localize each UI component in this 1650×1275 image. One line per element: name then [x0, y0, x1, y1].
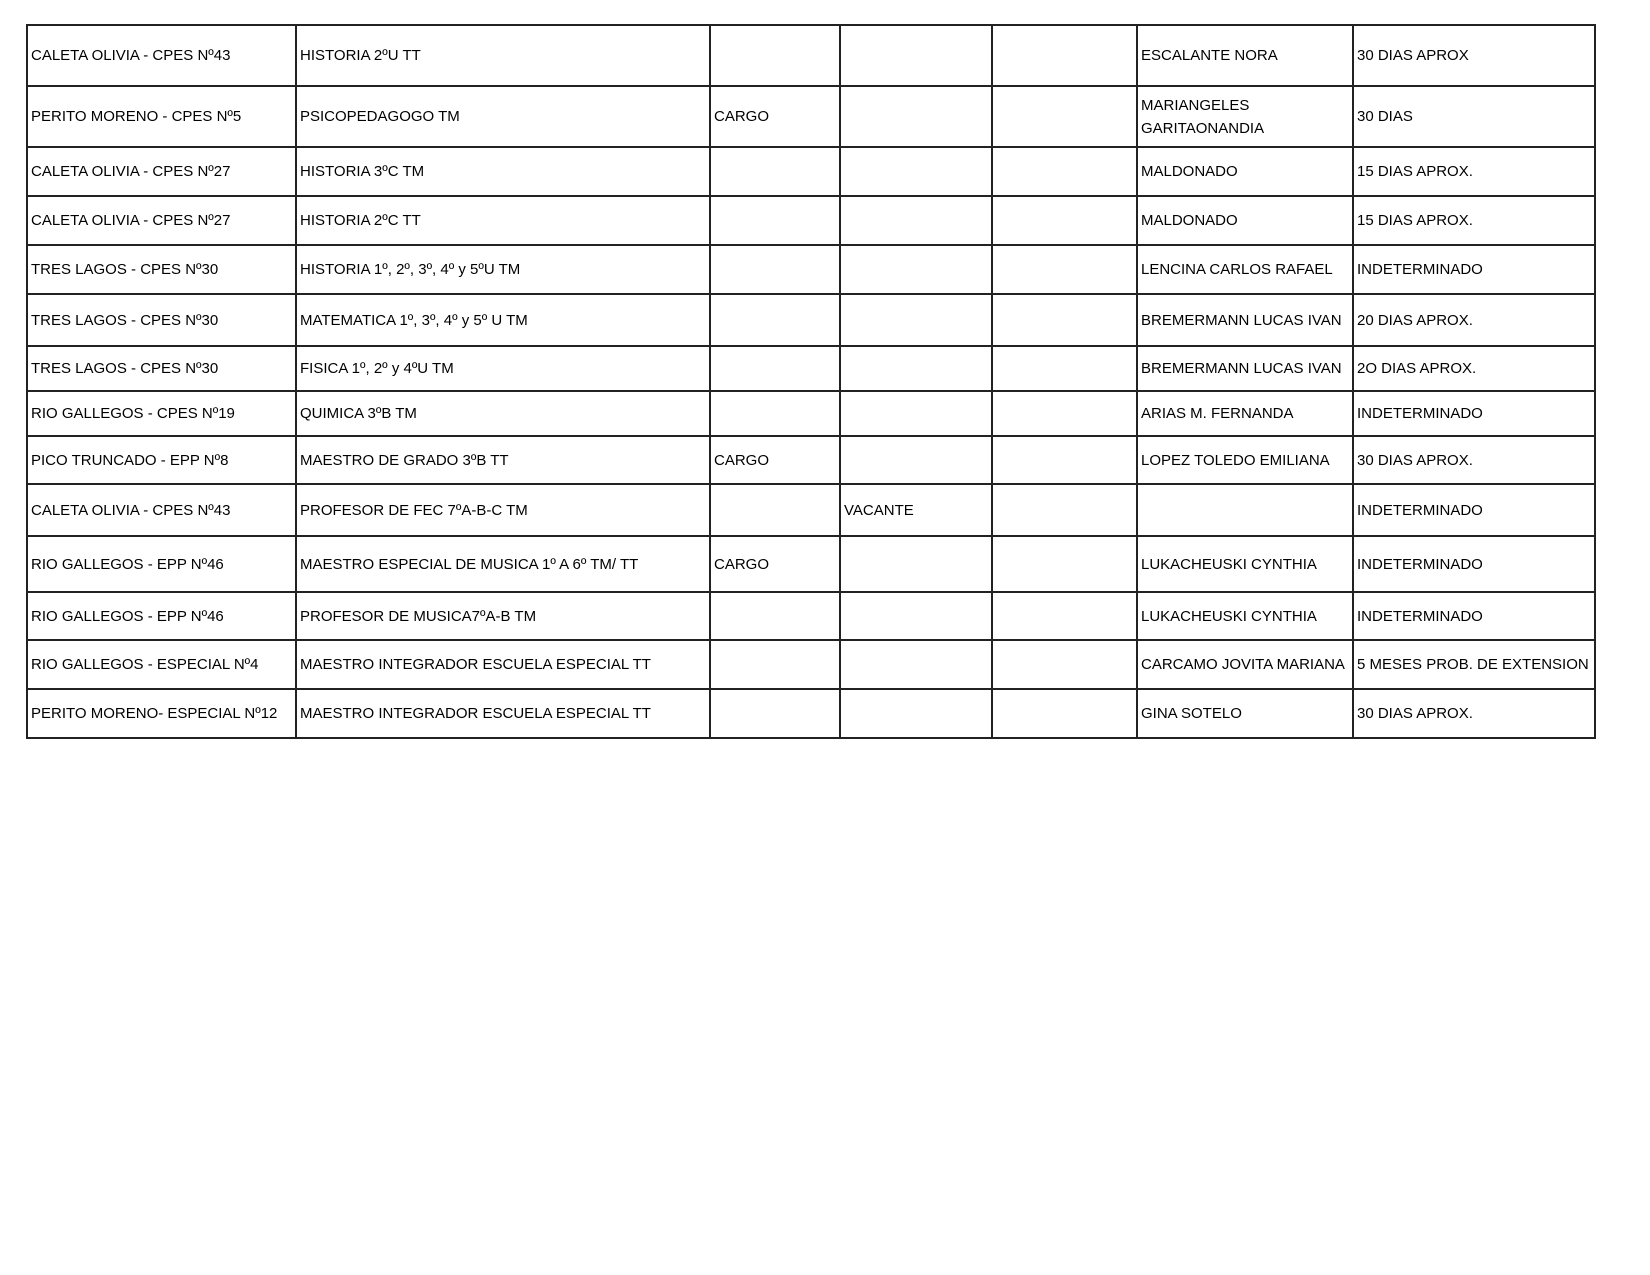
location-cell: CALETA OLIVIA - CPES Nº43 — [27, 25, 296, 86]
subject-cell: MAESTRO INTEGRADOR ESCUELA ESPECIAL TT — [296, 640, 710, 689]
extra-cell — [992, 245, 1137, 294]
location-cell: CALETA OLIVIA - CPES Nº27 — [27, 196, 296, 245]
duration-cell: INDETERMINADO — [1353, 592, 1595, 640]
table-row — [27, 86, 1595, 147]
location-cell: RIO GALLEGOS - CPES Nº19 — [27, 391, 296, 436]
holder-cell: BREMERMANN LUCAS IVAN — [1137, 294, 1353, 346]
extra-cell — [992, 25, 1137, 86]
holder-cell: LOPEZ TOLEDO EMILIANA — [1137, 436, 1353, 484]
subject-cell: PSICOPEDAGOGO TM — [296, 86, 710, 147]
holder-cell: LUKACHEUSKI CYNTHIA — [1137, 536, 1353, 592]
duration-cell: INDETERMINADO — [1353, 245, 1595, 294]
location-cell: CALETA OLIVIA - CPES Nº27 — [27, 147, 296, 196]
duration-cell: 2O DIAS APROX. — [1353, 346, 1595, 391]
subject-cell: PROFESOR DE MUSICA7ºA-B TM — [296, 592, 710, 640]
extra-cell — [992, 147, 1137, 196]
subject-cell: MAESTRO INTEGRADOR ESCUELA ESPECIAL TT — [296, 689, 710, 738]
table-row — [27, 196, 1595, 245]
duration-cell: 30 DIAS APROX. — [1353, 436, 1595, 484]
table-body — [27, 25, 1595, 738]
holder-cell: GINA SOTELO — [1137, 689, 1353, 738]
type-cell — [710, 689, 840, 738]
status-cell — [840, 245, 992, 294]
location-cell: RIO GALLEGOS - ESPECIAL Nº4 — [27, 640, 296, 689]
type-cell: CARGO — [710, 86, 840, 147]
table-row — [27, 391, 1595, 436]
subject-cell: HISTORIA 3ºC TM — [296, 147, 710, 196]
vacancies-table — [26, 24, 1596, 739]
table-row — [27, 25, 1595, 86]
location-cell: PERITO MORENO- ESPECIAL Nº12 — [27, 689, 296, 738]
status-cell — [840, 147, 992, 196]
status-cell — [840, 196, 992, 245]
table-row — [27, 346, 1595, 391]
duration-cell: 15 DIAS APROX. — [1353, 196, 1595, 245]
subject-cell: MATEMATICA 1º, 3º, 4º y 5º U TM — [296, 294, 710, 346]
type-cell — [710, 294, 840, 346]
table-row — [27, 484, 1595, 536]
extra-cell — [992, 391, 1137, 436]
table-row — [27, 689, 1595, 738]
location-cell: TRES LAGOS - CPES Nº30 — [27, 346, 296, 391]
extra-cell — [992, 436, 1137, 484]
subject-cell: HISTORIA 2ºU TT — [296, 25, 710, 86]
holder-cell: MALDONADO — [1137, 196, 1353, 245]
duration-cell: 30 DIAS APROX. — [1353, 689, 1595, 738]
type-cell: CARGO — [710, 436, 840, 484]
table-row — [27, 436, 1595, 484]
status-cell — [840, 25, 992, 86]
type-cell — [710, 640, 840, 689]
type-cell — [710, 484, 840, 536]
duration-cell: INDETERMINADO — [1353, 391, 1595, 436]
table-row — [27, 147, 1595, 196]
extra-cell — [992, 484, 1137, 536]
extra-cell — [992, 294, 1137, 346]
duration-cell: 15 DIAS APROX. — [1353, 147, 1595, 196]
type-cell — [710, 245, 840, 294]
table-row — [27, 294, 1595, 346]
holder-cell: LENCINA CARLOS RAFAEL — [1137, 245, 1353, 294]
status-cell — [840, 689, 992, 738]
duration-cell: INDETERMINADO — [1353, 484, 1595, 536]
table-row — [27, 536, 1595, 592]
status-cell — [840, 346, 992, 391]
type-cell — [710, 346, 840, 391]
location-cell: RIO GALLEGOS - EPP Nº46 — [27, 592, 296, 640]
type-cell — [710, 391, 840, 436]
type-cell — [710, 147, 840, 196]
holder-cell: BREMERMANN LUCAS IVAN — [1137, 346, 1353, 391]
location-cell: CALETA OLIVIA - CPES Nº43 — [27, 484, 296, 536]
subject-cell: HISTORIA 2ºC TT — [296, 196, 710, 245]
subject-cell: PROFESOR DE FEC 7ºA-B-C TM — [296, 484, 710, 536]
status-cell — [840, 436, 992, 484]
subject-cell: QUIMICA 3ºB TM — [296, 391, 710, 436]
holder-cell: CARCAMO JOVITA MARIANA — [1137, 640, 1353, 689]
status-cell — [840, 640, 992, 689]
status-cell — [840, 592, 992, 640]
type-cell — [710, 196, 840, 245]
status-cell: VACANTE — [840, 484, 992, 536]
extra-cell — [992, 689, 1137, 738]
location-cell: PICO TRUNCADO - EPP Nº8 — [27, 436, 296, 484]
status-cell — [840, 86, 992, 147]
extra-cell — [992, 536, 1137, 592]
duration-cell: 20 DIAS APROX. — [1353, 294, 1595, 346]
subject-cell: MAESTRO DE GRADO 3ºB TT — [296, 436, 710, 484]
holder-cell — [1137, 484, 1353, 536]
location-cell: PERITO MORENO - CPES Nº5 — [27, 86, 296, 147]
type-cell — [710, 592, 840, 640]
holder-cell: ARIAS M. FERNANDA — [1137, 391, 1353, 436]
location-cell: RIO GALLEGOS - EPP Nº46 — [27, 536, 296, 592]
status-cell — [840, 391, 992, 436]
holder-cell: ESCALANTE NORA — [1137, 25, 1353, 86]
subject-cell: FISICA 1º, 2º y 4ºU TM — [296, 346, 710, 391]
holder-cell: MALDONADO — [1137, 147, 1353, 196]
extra-cell — [992, 640, 1137, 689]
location-cell: TRES LAGOS - CPES Nº30 — [27, 294, 296, 346]
extra-cell — [992, 86, 1137, 147]
location-cell: TRES LAGOS - CPES Nº30 — [27, 245, 296, 294]
extra-cell — [992, 592, 1137, 640]
table-row — [27, 640, 1595, 689]
type-cell — [710, 25, 840, 86]
duration-cell: 30 DIAS — [1353, 86, 1595, 147]
status-cell — [840, 536, 992, 592]
status-cell — [840, 294, 992, 346]
duration-cell: 5 MESES PROB. DE EXTENSION — [1353, 640, 1595, 689]
type-cell: CARGO — [710, 536, 840, 592]
duration-cell: INDETERMINADO — [1353, 536, 1595, 592]
subject-cell: MAESTRO ESPECIAL DE MUSICA 1º A 6º TM/ TT — [296, 536, 710, 592]
table-row — [27, 245, 1595, 294]
extra-cell — [992, 346, 1137, 391]
extra-cell — [992, 196, 1137, 245]
subject-cell: HISTORIA 1º, 2º, 3º, 4º y 5ºU TM — [296, 245, 710, 294]
holder-cell: MARIANGELES GARITAONANDIA — [1137, 86, 1353, 147]
table-row — [27, 592, 1595, 640]
holder-cell: LUKACHEUSKI CYNTHIA — [1137, 592, 1353, 640]
duration-cell: 30 DIAS APROX — [1353, 25, 1595, 86]
